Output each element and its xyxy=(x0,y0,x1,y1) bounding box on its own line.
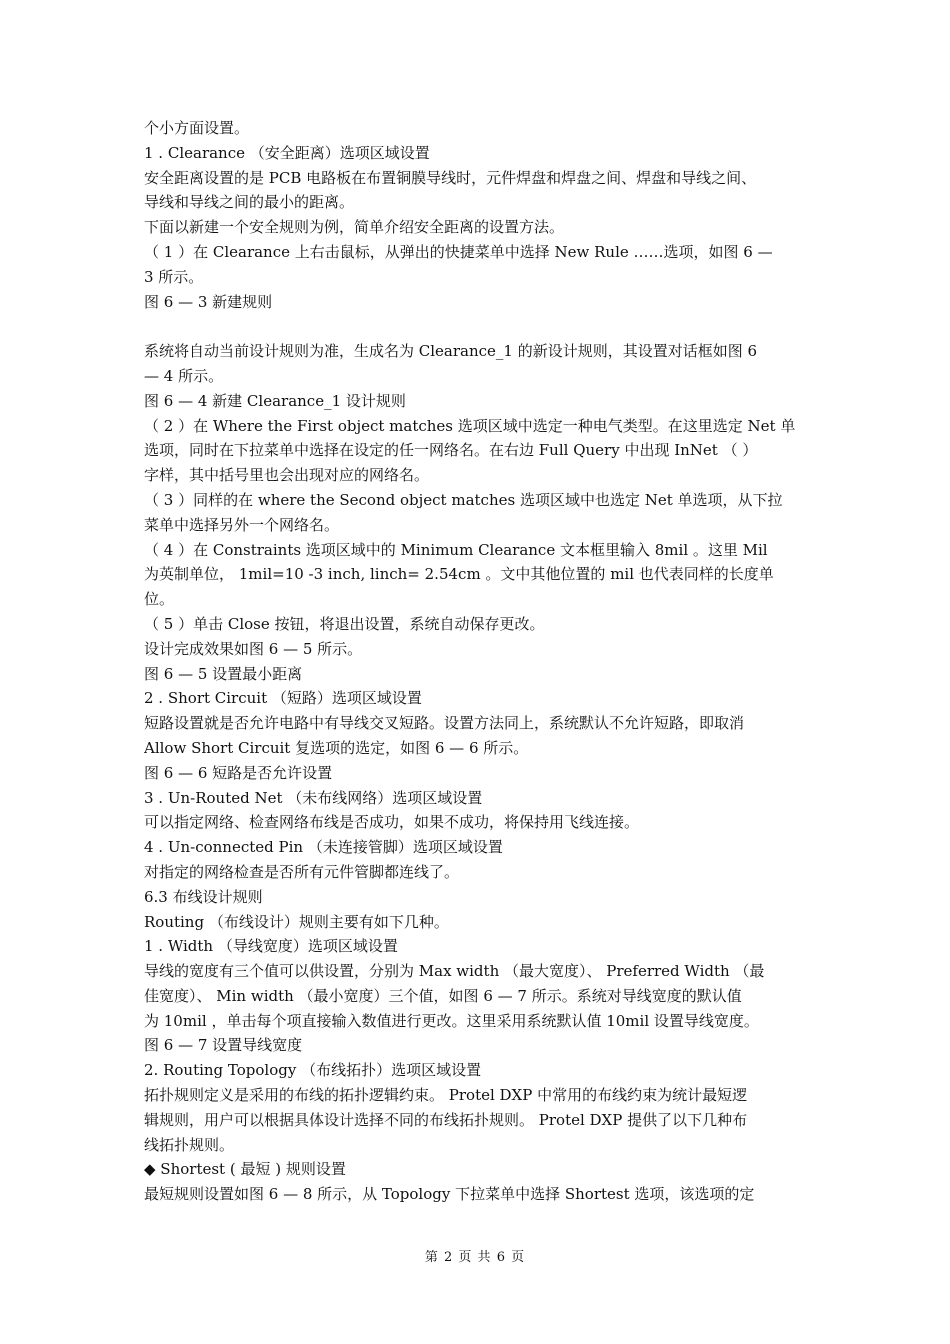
text-line: 图 6 — 3 新建规则 xyxy=(144,292,273,311)
text-line: （ 2 ）在 Where the First object matches 选项区域中选定一种电气类型。在这里选定 Net 单 xyxy=(144,416,796,435)
text-line: 4 . Un-connected Pin （未连接管脚）选项区域设置 xyxy=(144,838,503,857)
text-line: 2 . Short Circuit （短路）选项区域设置 xyxy=(144,689,422,708)
text-line: 拓扑规则定义是采用的布线的拓扑逻辑约束。 Protel DXP 中常用的布线约束为统计最短逻 xyxy=(144,1086,748,1105)
text-line: 图 6 — 5 设置最小距离 xyxy=(144,664,303,683)
text-line: 最短规则设置如图 6 — 8 所示，从 Topology 下拉菜单中选择 Shortest 选项，该选项的定 xyxy=(144,1185,755,1204)
page-footer: 第 2 页 共 6 页 xyxy=(424,1250,526,1265)
text-line: — 4 所示。 xyxy=(144,366,224,385)
text-line: 短路设置就是否允许电路中有导线交叉短路。设置方法同上，系统默认不允许短路，即取消 xyxy=(144,714,745,733)
text-line: 位。 xyxy=(144,590,175,609)
text-line: ◆ Shortest ( 最短 ) 规则设置 xyxy=(144,1160,346,1179)
text-line: 设计完成效果如图 6 — 5 所示。 xyxy=(144,639,363,658)
text-line: 图 6 — 4 新建 Clearance_1 设计规则 xyxy=(144,391,406,410)
text-line: 6.3 布线设计规则 xyxy=(144,887,263,906)
text-line: Routing （布线设计）规则主要有如下几种。 xyxy=(144,912,449,931)
text-line: 1 . Clearance （安全距离）选项区域设置 xyxy=(144,143,430,162)
text-line: 图 6 — 7 设置导线宽度 xyxy=(144,1036,303,1055)
text-line: （ 3 ）同样的在 where the Second object matches 选项区域中也选定 Net 单选项，从下拉 xyxy=(144,490,783,509)
text-line: 字样，其中括号里也会出现对应的网络名。 xyxy=(144,466,430,485)
text-line: （ 5 ）单击 Close 按钮，将退出设置，系统自动保存更改。 xyxy=(144,614,545,633)
text-line: 辑规则，用户可以根据具体设计选择不同的布线拓扑规则。 Protel DXP 提供了以下几种布 xyxy=(144,1110,748,1129)
text-line: 选项，同时在下拉菜单中选择在设定的任一网络名。在右边 Full Query 中出现 InNet （ ） xyxy=(144,441,758,460)
text-line: 佳宽度）、 Min width （最小宽度）三个值，如图 6 — 7 所示。系统对导线宽度的默认值 xyxy=(144,986,742,1005)
text-line: 菜单中选择另外一个网络名。 xyxy=(144,515,340,534)
text-line: 3 所示。 xyxy=(144,267,204,286)
text-line: 个小方面设置。 xyxy=(144,119,250,137)
text-line: 导线和导线之间的最小的距离。 xyxy=(144,193,355,212)
page-body xyxy=(144,116,809,1207)
text-line: （ 4 ）在 Constraints 选项区域中的 Minimum Clearance 文本框里输入 8mil 。这里 Mil xyxy=(144,540,768,559)
text-line: 图 6 — 6 短路是否允许设置 xyxy=(144,763,333,782)
blank-line xyxy=(144,314,809,339)
text-line: 2. Routing Topology （布线拓扑）选项区域设置 xyxy=(144,1061,482,1080)
text-line: 为英制单位， 1mil=10 -3 inch, linch= 2.54cm 。文中其他位置的 mil 也代表同样的长度单 xyxy=(144,565,774,584)
text-line: 1 . Width （导线宽度）选项区域设置 xyxy=(144,937,398,956)
text-line: 导线的宽度有三个值可以供设置，分别为 Max width （最大宽度）、 Preferred Width （最 xyxy=(144,962,765,981)
text-line: 安全距离设置的是 PCB 电路板在布置铜膜导线时，元件焊盘和焊盘之间、焊盘和导线之间、 xyxy=(144,168,757,187)
text-line: 线拓扑规则。 xyxy=(144,1135,235,1154)
text-line: 可以指定网络、检查网络布线是否成功，如果不成功，将保持用飞线连接。 xyxy=(144,813,640,832)
text-line: Allow Short Circuit 复选项的选定，如图 6 — 6 所示。 xyxy=(144,738,529,757)
text-line: 对指定的网络检查是否所有元件管脚都连线了。 xyxy=(144,862,460,881)
text-line: 3 . Un-Routed Net （未布线网络）选项区域设置 xyxy=(144,788,483,807)
text-line: （ 1 ）在 Clearance 上右击鼠标，从弹出的快捷菜单中选择 New Rule ……选项，如图 6 — xyxy=(144,242,773,261)
text-line: 为 10mil ，单击每个项直接输入数值进行更改。这里采用系统默认值 10mil 设置导线宽度。 xyxy=(144,1011,759,1030)
text-line: 系统将自动当前设计规则为准，生成名为 Clearance_1 的新设计规则，其设置对话框如图 6 xyxy=(144,342,758,361)
text-line: 下面以新建一个安全规则为例，简单介绍安全距离的设置方法。 xyxy=(144,218,565,237)
